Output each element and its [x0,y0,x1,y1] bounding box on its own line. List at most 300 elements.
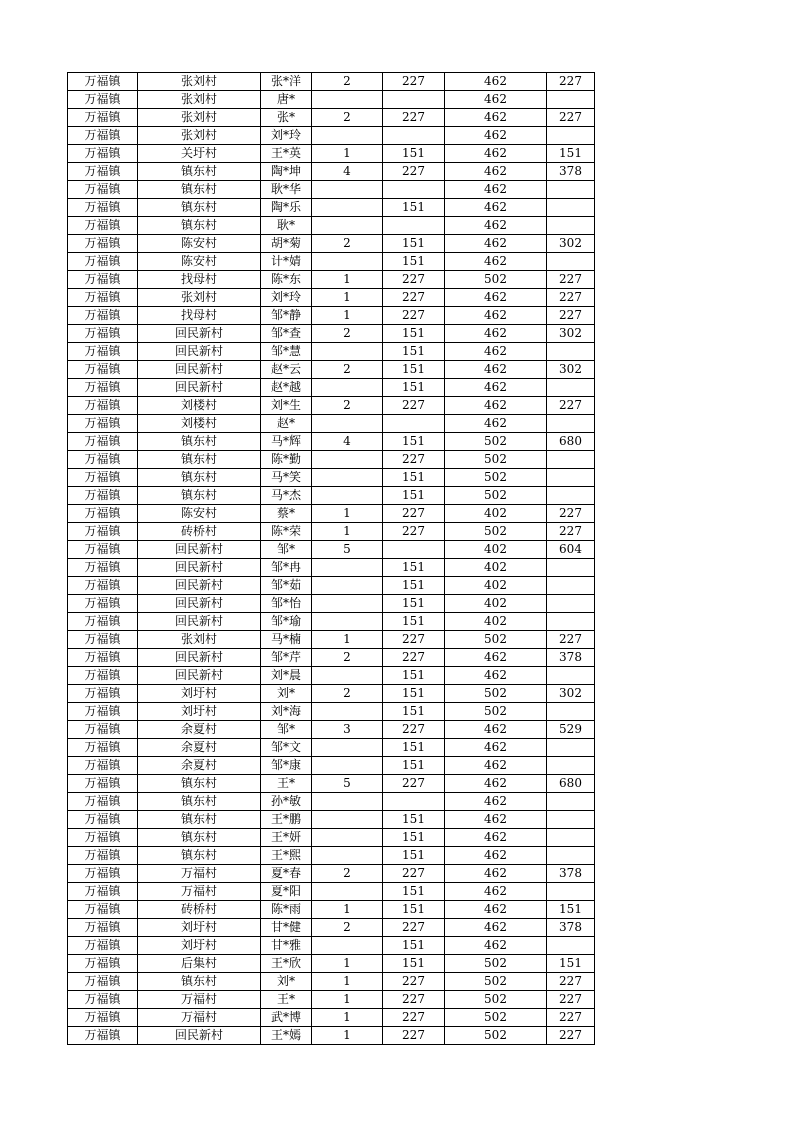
amount-a-cell: 227 [383,919,445,937]
village-cell: 刘圩村 [138,685,261,703]
town-cell: 万福镇 [68,775,138,793]
amount-b-cell: 462 [445,847,547,865]
name-cell: 张*洋 [261,73,312,91]
table-row [68,91,595,109]
name-cell: 王*鹏 [261,811,312,829]
town-cell: 万福镇 [68,523,138,541]
name-cell: 王* [261,991,312,1009]
table-row [68,1027,595,1045]
table-row [68,685,595,703]
town-cell: 万福镇 [68,91,138,109]
table-row [68,127,595,145]
village-cell: 镇东村 [138,181,261,199]
village-cell: 镇东村 [138,775,261,793]
amount-a-cell: 151 [383,199,445,217]
table-row [68,613,595,631]
amount-b-cell: 462 [445,73,547,91]
amount-b-cell: 462 [445,361,547,379]
village-cell: 镇东村 [138,847,261,865]
table-row [68,181,595,199]
amount-b-cell: 502 [445,487,547,505]
count-cell [312,937,383,955]
town-cell: 万福镇 [68,829,138,847]
total-cell [547,829,595,847]
amount-b-cell: 462 [445,181,547,199]
table-row [68,847,595,865]
count-cell: 2 [312,649,383,667]
table-row [68,667,595,685]
name-cell: 邹*慧 [261,343,312,361]
total-cell [547,379,595,397]
village-cell: 张刘村 [138,631,261,649]
town-cell: 万福镇 [68,865,138,883]
count-cell: 2 [312,361,383,379]
name-cell: 邹*芹 [261,649,312,667]
name-cell: 邹*茹 [261,577,312,595]
amount-a-cell: 227 [383,649,445,667]
count-cell: 4 [312,163,383,181]
count-cell [312,487,383,505]
count-cell [312,253,383,271]
count-cell: 1 [312,145,383,163]
count-cell [312,343,383,361]
amount-a-cell: 151 [383,595,445,613]
total-cell: 227 [547,973,595,991]
table-row [68,757,595,775]
table-row [68,955,595,973]
town-cell: 万福镇 [68,649,138,667]
village-cell: 陈安村 [138,505,261,523]
village-cell: 镇东村 [138,973,261,991]
total-cell: 227 [547,289,595,307]
amount-b-cell: 462 [445,757,547,775]
table-row [68,775,595,793]
total-cell [547,577,595,595]
village-cell: 回民新村 [138,595,261,613]
amount-a-cell: 151 [383,937,445,955]
count-cell [312,613,383,631]
village-cell: 关圩村 [138,145,261,163]
count-cell [312,127,383,145]
amount-b-cell: 462 [445,811,547,829]
count-cell: 1 [312,973,383,991]
town-cell: 万福镇 [68,811,138,829]
count-cell: 4 [312,433,383,451]
town-cell: 万福镇 [68,253,138,271]
amount-a-cell: 151 [383,577,445,595]
name-cell: 王*英 [261,145,312,163]
amount-b-cell: 402 [445,559,547,577]
village-cell: 砖桥村 [138,901,261,919]
amount-a-cell: 151 [383,379,445,397]
name-cell: 蔡* [261,505,312,523]
table-row [68,343,595,361]
town-cell: 万福镇 [68,217,138,235]
village-cell: 镇东村 [138,451,261,469]
name-cell: 夏*春 [261,865,312,883]
name-cell: 陶*坤 [261,163,312,181]
town-cell: 万福镇 [68,361,138,379]
total-cell [547,91,595,109]
village-cell: 回民新村 [138,541,261,559]
amount-b-cell: 462 [445,307,547,325]
amount-b-cell: 502 [445,523,547,541]
count-cell [312,577,383,595]
amount-a-cell: 227 [383,451,445,469]
total-cell: 378 [547,919,595,937]
name-cell: 邹*瑜 [261,613,312,631]
amount-b-cell: 502 [445,991,547,1009]
table-row [68,307,595,325]
table-row [68,253,595,271]
total-cell: 151 [547,901,595,919]
town-cell: 万福镇 [68,505,138,523]
amount-b-cell: 502 [445,451,547,469]
amount-a-cell: 227 [383,505,445,523]
total-cell: 529 [547,721,595,739]
amount-b-cell: 462 [445,667,547,685]
town-cell: 万福镇 [68,145,138,163]
total-cell: 227 [547,1027,595,1045]
total-cell [547,199,595,217]
town-cell: 万福镇 [68,73,138,91]
total-cell [547,253,595,271]
amount-b-cell: 462 [445,865,547,883]
amount-a-cell: 227 [383,73,445,91]
name-cell: 王*欣 [261,955,312,973]
total-cell [547,487,595,505]
table-row [68,721,595,739]
amount-a-cell: 227 [383,991,445,1009]
amount-a-cell [383,793,445,811]
village-cell: 镇东村 [138,199,261,217]
count-cell: 3 [312,721,383,739]
town-cell: 万福镇 [68,397,138,415]
town-cell: 万福镇 [68,901,138,919]
name-cell: 刘*玲 [261,289,312,307]
total-cell: 227 [547,307,595,325]
count-cell [312,883,383,901]
count-cell [312,469,383,487]
village-cell: 张刘村 [138,91,261,109]
amount-b-cell: 462 [445,163,547,181]
table-body [68,73,595,1045]
total-cell: 227 [547,109,595,127]
town-cell: 万福镇 [68,469,138,487]
count-cell: 1 [312,271,383,289]
table-row [68,235,595,253]
town-cell: 万福镇 [68,181,138,199]
table-row [68,109,595,127]
amount-a-cell: 227 [383,721,445,739]
amount-a-cell: 227 [383,775,445,793]
village-cell: 砖桥村 [138,523,261,541]
name-cell: 计*婧 [261,253,312,271]
name-cell: 邹* [261,721,312,739]
amount-a-cell [383,541,445,559]
name-cell: 马*杰 [261,487,312,505]
name-cell: 邹*怡 [261,595,312,613]
amount-b-cell: 462 [445,883,547,901]
total-cell: 680 [547,775,595,793]
amount-a-cell: 151 [383,703,445,721]
amount-a-cell: 151 [383,685,445,703]
amount-b-cell: 462 [445,739,547,757]
village-cell: 张刘村 [138,73,261,91]
name-cell: 王*妍 [261,829,312,847]
count-cell: 1 [312,1027,383,1045]
table-row [68,703,595,721]
amount-a-cell: 227 [383,163,445,181]
name-cell: 邹*查 [261,325,312,343]
table-row [68,973,595,991]
town-cell: 万福镇 [68,109,138,127]
count-cell [312,829,383,847]
total-cell [547,937,595,955]
amount-a-cell: 151 [383,667,445,685]
total-cell [547,559,595,577]
table-row [68,379,595,397]
name-cell: 武*博 [261,1009,312,1027]
town-cell: 万福镇 [68,541,138,559]
table-row [68,559,595,577]
name-cell: 孙*敏 [261,793,312,811]
town-cell: 万福镇 [68,613,138,631]
table-row [68,217,595,235]
table-row [68,433,595,451]
total-cell: 227 [547,523,595,541]
amount-a-cell [383,91,445,109]
amount-a-cell: 151 [383,559,445,577]
count-cell: 1 [312,631,383,649]
village-cell: 回民新村 [138,667,261,685]
name-cell: 张* [261,109,312,127]
name-cell: 马*辉 [261,433,312,451]
amount-a-cell: 151 [383,325,445,343]
count-cell [312,703,383,721]
amount-a-cell: 227 [383,973,445,991]
amount-b-cell: 462 [445,235,547,253]
data-table [67,72,595,1045]
name-cell: 刘*玲 [261,127,312,145]
name-cell: 王* [261,775,312,793]
total-cell: 227 [547,73,595,91]
town-cell: 万福镇 [68,307,138,325]
amount-b-cell: 502 [445,973,547,991]
total-cell [547,451,595,469]
name-cell: 刘*海 [261,703,312,721]
name-cell: 陈*勤 [261,451,312,469]
table-row [68,649,595,667]
name-cell: 马*楠 [261,631,312,649]
village-cell: 镇东村 [138,487,261,505]
town-cell: 万福镇 [68,163,138,181]
town-cell: 万福镇 [68,991,138,1009]
name-cell: 王*嫣 [261,1027,312,1045]
total-cell [547,757,595,775]
village-cell: 万福村 [138,865,261,883]
table-row [68,451,595,469]
total-cell: 302 [547,361,595,379]
village-cell: 张刘村 [138,127,261,145]
count-cell [312,199,383,217]
count-cell [312,739,383,757]
table-row [68,397,595,415]
amount-b-cell: 462 [445,109,547,127]
count-cell: 2 [312,235,383,253]
table-row [68,901,595,919]
town-cell: 万福镇 [68,631,138,649]
table-row [68,793,595,811]
count-cell [312,217,383,235]
amount-a-cell: 227 [383,271,445,289]
table-row [68,199,595,217]
amount-b-cell: 462 [445,127,547,145]
village-cell: 张刘村 [138,109,261,127]
village-cell: 万福村 [138,991,261,1009]
amount-b-cell: 402 [445,595,547,613]
table-row [68,865,595,883]
table-row [68,937,595,955]
amount-b-cell: 462 [445,217,547,235]
amount-b-cell: 462 [445,253,547,271]
amount-a-cell: 151 [383,361,445,379]
name-cell: 赵*云 [261,361,312,379]
town-cell: 万福镇 [68,685,138,703]
table-row [68,1009,595,1027]
amount-b-cell: 462 [445,415,547,433]
town-cell: 万福镇 [68,343,138,361]
village-cell: 镇东村 [138,829,261,847]
amount-a-cell: 227 [383,307,445,325]
name-cell: 耿* [261,217,312,235]
total-cell: 302 [547,325,595,343]
table-row [68,145,595,163]
town-cell: 万福镇 [68,919,138,937]
total-cell [547,217,595,235]
town-cell: 万福镇 [68,487,138,505]
amount-b-cell: 502 [445,271,547,289]
town-cell: 万福镇 [68,703,138,721]
village-cell: 镇东村 [138,163,261,181]
count-cell: 1 [312,523,383,541]
amount-b-cell: 462 [445,937,547,955]
amount-b-cell: 502 [445,703,547,721]
name-cell: 陈*雨 [261,901,312,919]
village-cell: 回民新村 [138,361,261,379]
village-cell: 回民新村 [138,577,261,595]
village-cell: 后集村 [138,955,261,973]
count-cell: 1 [312,901,383,919]
village-cell: 刘圩村 [138,703,261,721]
village-cell: 余夏村 [138,739,261,757]
amount-b-cell: 462 [445,343,547,361]
amount-a-cell: 227 [383,397,445,415]
town-cell: 万福镇 [68,577,138,595]
village-cell: 余夏村 [138,757,261,775]
table-row [68,883,595,901]
table-row [68,541,595,559]
amount-b-cell: 502 [445,1009,547,1027]
count-cell: 1 [312,505,383,523]
village-cell: 回民新村 [138,649,261,667]
table-row [68,811,595,829]
town-cell: 万福镇 [68,1027,138,1045]
name-cell: 刘* [261,685,312,703]
table-row [68,289,595,307]
count-cell [312,379,383,397]
town-cell: 万福镇 [68,325,138,343]
count-cell [312,757,383,775]
table-row [68,271,595,289]
amount-a-cell [383,181,445,199]
count-cell [312,811,383,829]
town-cell: 万福镇 [68,721,138,739]
amount-b-cell: 402 [445,577,547,595]
amount-b-cell: 462 [445,775,547,793]
total-cell [547,595,595,613]
town-cell: 万福镇 [68,739,138,757]
amount-b-cell: 502 [445,433,547,451]
village-cell: 张刘村 [138,289,261,307]
name-cell: 胡*菊 [261,235,312,253]
table-row [68,73,595,91]
amount-b-cell: 462 [445,829,547,847]
total-cell: 378 [547,865,595,883]
town-cell: 万福镇 [68,433,138,451]
count-cell: 1 [312,307,383,325]
total-cell: 378 [547,649,595,667]
count-cell [312,667,383,685]
name-cell: 邹* [261,541,312,559]
amount-a-cell: 227 [383,289,445,307]
name-cell: 陈*荣 [261,523,312,541]
village-cell: 镇东村 [138,469,261,487]
amount-b-cell: 502 [445,1027,547,1045]
amount-b-cell: 462 [445,793,547,811]
total-cell: 151 [547,145,595,163]
amount-b-cell: 462 [445,289,547,307]
count-cell: 2 [312,73,383,91]
amount-a-cell: 151 [383,829,445,847]
name-cell: 邹*冉 [261,559,312,577]
town-cell: 万福镇 [68,1009,138,1027]
town-cell: 万福镇 [68,595,138,613]
amount-a-cell: 227 [383,523,445,541]
name-cell: 赵*越 [261,379,312,397]
amount-a-cell: 151 [383,487,445,505]
amount-b-cell: 462 [445,91,547,109]
amount-a-cell: 151 [383,883,445,901]
count-cell: 5 [312,775,383,793]
total-cell [547,847,595,865]
name-cell: 邹*文 [261,739,312,757]
total-cell: 227 [547,991,595,1009]
town-cell: 万福镇 [68,793,138,811]
table-row [68,991,595,1009]
count-cell: 2 [312,919,383,937]
name-cell: 邹*静 [261,307,312,325]
village-cell: 镇东村 [138,217,261,235]
village-cell: 回民新村 [138,379,261,397]
name-cell: 陈*东 [261,271,312,289]
village-cell: 镇东村 [138,433,261,451]
town-cell: 万福镇 [68,289,138,307]
amount-b-cell: 502 [445,685,547,703]
amount-a-cell: 151 [383,757,445,775]
count-cell: 1 [312,991,383,1009]
amount-b-cell: 402 [445,613,547,631]
